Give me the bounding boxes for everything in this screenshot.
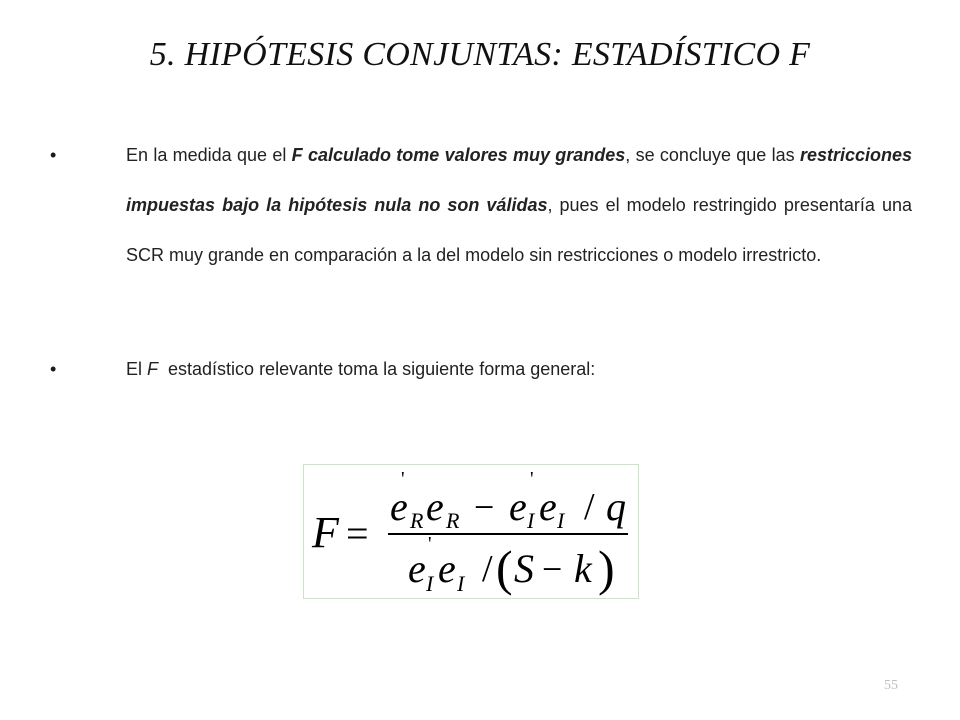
denominator-sub-i1: I [426, 571, 434, 596]
text-run: estadístico relevante toma la siguiente forma general: [158, 359, 596, 379]
numerator-prime3: ' [530, 468, 534, 490]
emphasis-f: F [147, 359, 159, 379]
text-run: , se concluye que las [625, 145, 800, 165]
formula-lhs-f: F [312, 508, 339, 557]
numerator-slash: / [584, 486, 595, 528]
numerator-e2: e [426, 484, 444, 529]
emphasis-f-calculado: F calculado tome valores muy grandes [291, 145, 626, 165]
bullet-dot: • [50, 145, 57, 165]
bullet-text-f-interpretation [126, 130, 912, 280]
numerator-sub-i4: I [557, 508, 565, 533]
emphasis-restricciones: restricciones impuestas bajo la hipótesis nula no son válidas [126, 145, 912, 215]
denominator-right-paren: ) [598, 540, 615, 596]
denominator-e2: e [438, 546, 456, 591]
page-number: 55 [884, 678, 898, 693]
numerator-q: q [606, 484, 626, 529]
f-statistic-formula [304, 465, 640, 600]
denominator-slash: / [482, 548, 493, 590]
formula-equals: = [346, 511, 369, 556]
text-run: , pues el modelo restringido presentaría una SCR muy grande en comparación a la del modelo sin restricciones o modelo irrestricto. [126, 195, 912, 265]
bullet-text-f-general-form [126, 344, 912, 394]
text-run: En la medida que el [126, 145, 292, 165]
denominator-sub-i2: I [457, 571, 465, 596]
bullet-dot: • [50, 359, 57, 379]
numerator-prime1: ' [401, 468, 405, 490]
denominator-prime1: ' [428, 533, 432, 555]
numerator-sub-r1: R [410, 508, 424, 533]
numerator-e4: e [539, 484, 557, 529]
text-run: El [126, 359, 148, 379]
slide-title: 5. HIPÓTESIS CONJUNTAS: ESTADÍSTICO F [149, 36, 811, 73]
denominator-left-paren: ( [496, 540, 513, 596]
denominator-k: k [574, 546, 592, 591]
numerator-minus: − [474, 487, 495, 527]
denominator-minus: − [542, 549, 563, 589]
numerator-e3: e [509, 484, 527, 529]
numerator-sub-i3: I [527, 508, 535, 533]
numerator-sub-r2: R [446, 508, 460, 533]
denominator-e1: e [408, 546, 426, 591]
formula-box [303, 464, 639, 599]
denominator-s: S [514, 546, 534, 591]
numerator-e1: e [390, 484, 408, 529]
